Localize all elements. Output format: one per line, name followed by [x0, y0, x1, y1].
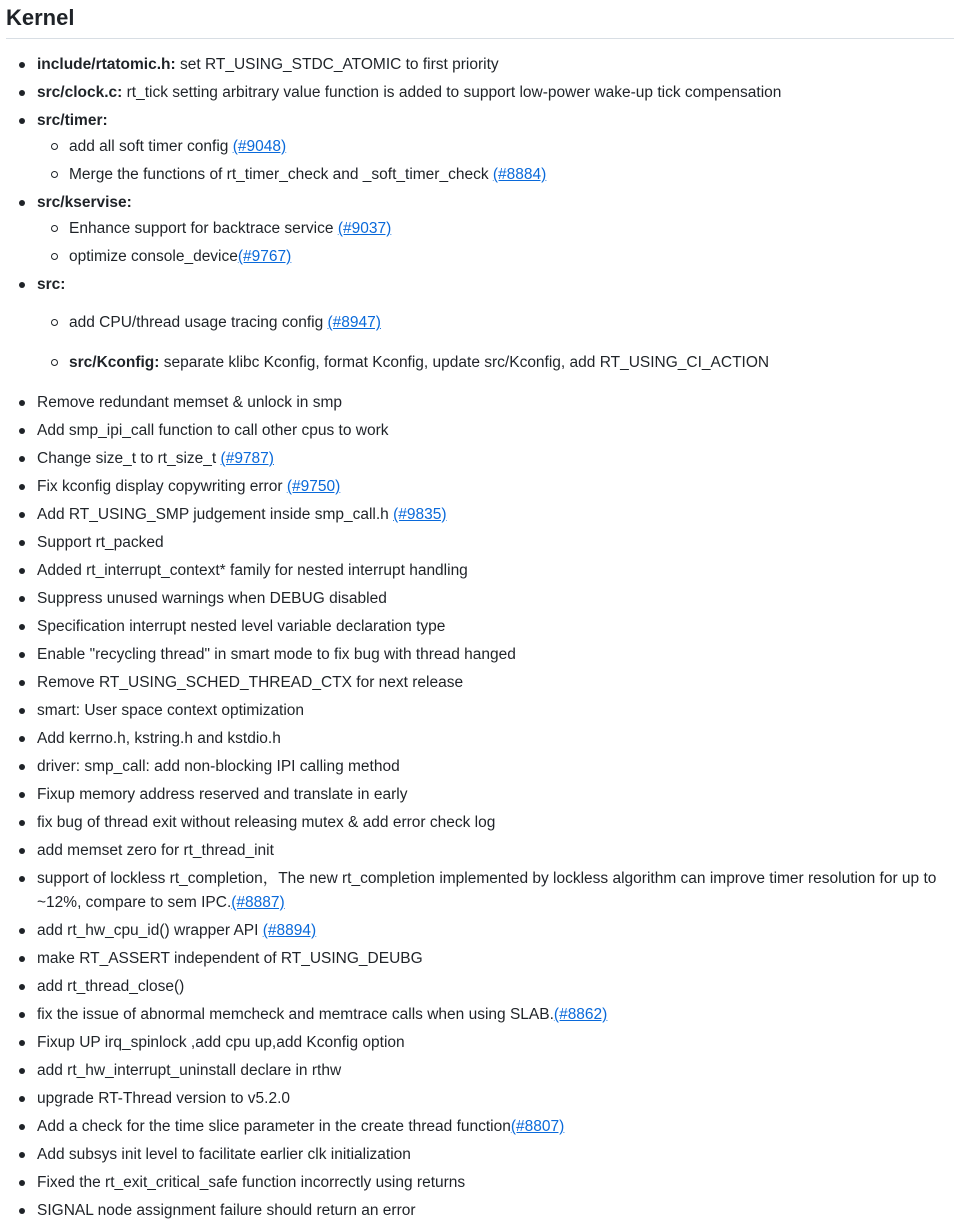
list-item-rtatomic: [6, 53, 954, 77]
sub-item-text: separate klibc Kconfig, format Kconfig, update src/Kconfig, add RT_USING_CI_ACTION: [159, 354, 770, 371]
list-item: [6, 419, 954, 443]
bullet-disc: [19, 1180, 25, 1186]
item-text: rt_tick setting arbitrary value function is added to support low-power wake-up tick compensation: [122, 84, 782, 101]
pr-link-8894[interactable]: (#8894): [262, 922, 317, 939]
item-text: add rt_thread_close(): [37, 978, 185, 995]
list-item: [6, 839, 954, 863]
bullet-disc: [19, 484, 25, 490]
item-text: Suppress unused warnings when DEBUG disabled: [37, 590, 387, 607]
list-item: [6, 1059, 954, 1083]
list-item: [6, 559, 954, 583]
bullet-disc: [19, 568, 25, 574]
bullet-disc: [19, 956, 25, 962]
bullet-disc: [19, 764, 25, 770]
list-item: [6, 615, 954, 639]
bullet-disc: [19, 1124, 25, 1130]
list-item: [6, 727, 954, 751]
bullet-circle: [51, 171, 58, 178]
list-item-kservise: [6, 191, 954, 269]
bullet-disc: [19, 848, 25, 854]
list-item: [6, 475, 954, 499]
list-item: [6, 699, 954, 723]
bullet-disc: [19, 876, 25, 882]
sub-list-item: [37, 217, 954, 241]
pr-link-8807[interactable]: (#8807): [510, 1118, 565, 1135]
pr-link-9787[interactable]: (#9787): [220, 450, 274, 467]
item-prefix: include/rtatomic.h:: [37, 56, 176, 73]
bullet-circle: [51, 225, 58, 232]
bullet-circle: [51, 253, 58, 260]
sub-list-item: [37, 245, 954, 269]
list-item: [6, 1031, 954, 1055]
item-text: Add a check for the time slice parameter in the create thread function: [37, 1118, 511, 1135]
bullet-disc: [19, 736, 25, 742]
sub-list-item: [37, 135, 954, 159]
pr-link-8862[interactable]: (#8862): [553, 1006, 608, 1023]
list-item: [6, 1171, 954, 1195]
pr-link-9767[interactable]: (#9767): [237, 248, 292, 265]
sub-list: [37, 311, 954, 375]
item-text: Add RT_USING_SMP judgement inside smp_call.h: [37, 506, 394, 523]
pr-link-9037[interactable]: (#9037): [337, 220, 392, 237]
item-text: Add smp_ipi_call function to call other cpus to work: [37, 422, 389, 439]
item-text: Remove redundant memset & unlock in smp: [37, 394, 342, 411]
list-item: [6, 755, 954, 779]
list-item: [6, 391, 954, 415]
bullet-disc: [19, 540, 25, 546]
sub-item-prefix: src/Kconfig:: [69, 354, 160, 371]
pr-link-8884[interactable]: (#8884): [492, 166, 547, 183]
bullet-disc: [19, 708, 25, 714]
item-text: Support rt_packed: [37, 534, 164, 551]
bullet-disc: [19, 652, 25, 658]
list-item: [6, 531, 954, 555]
sub-item-text: add all soft timer config: [69, 138, 233, 155]
item-text: Fix kconfig display copywriting error: [37, 478, 287, 495]
list-item-src: [6, 273, 954, 375]
list-item: [6, 1003, 954, 1027]
sub-item-text: Enhance support for backtrace service: [69, 220, 338, 237]
list-item: [6, 587, 954, 611]
sub-item-text: optimize console_device: [69, 248, 238, 265]
item-text: Add kerrno.h, kstring.h and kstdio.h: [37, 730, 281, 747]
item-text: add memset zero for rt_thread_init: [37, 842, 274, 859]
list-item: [6, 1115, 954, 1139]
item-text: Remove RT_USING_SCHED_THREAD_CTX for next release: [37, 674, 464, 691]
sub-list-item: [37, 311, 954, 335]
item-text: Add subsys init level to facilitate earlier clk initialization: [37, 1146, 411, 1163]
item-text: SIGNAL node assignment failure should return an error: [37, 1202, 416, 1219]
item-text: upgrade RT-Thread version to v5.2.0: [37, 1090, 291, 1107]
bullet-disc: [19, 400, 25, 406]
bullet-circle: [51, 319, 58, 326]
item-text: driver: smp_call: add non-blocking IPI calling method: [37, 758, 400, 775]
list-item: [6, 1143, 954, 1167]
list-item: [6, 867, 954, 915]
item-text: fix the issue of abnormal memcheck and memtrace calls when using SLAB.: [37, 1006, 554, 1023]
item-text: set RT_USING_STDC_ATOMIC to first priority: [175, 56, 499, 73]
bullet-disc: [19, 624, 25, 630]
sub-item-text: add CPU/thread usage tracing config: [69, 314, 328, 331]
bullet-disc: [19, 282, 25, 288]
pr-link-8947[interactable]: (#8947): [327, 314, 381, 331]
list-item: [6, 975, 954, 999]
item-prefix: src/timer:: [37, 112, 108, 129]
bullet-disc: [19, 596, 25, 602]
kernel-change-list: [6, 53, 954, 1223]
pr-link-9835[interactable]: (#9835): [393, 506, 447, 523]
bullet-disc: [19, 90, 25, 96]
bullet-disc: [19, 984, 25, 990]
pr-link-9048[interactable]: (#9048): [232, 138, 287, 155]
sub-list-item: [37, 351, 954, 375]
item-text: smart: User space context optimization: [37, 702, 305, 719]
bullet-disc: [19, 200, 25, 206]
bullet-disc: [19, 1208, 25, 1214]
sub-list: [37, 135, 954, 187]
list-item: [6, 919, 954, 943]
list-item: [6, 671, 954, 695]
list-item: [6, 783, 954, 807]
item-prefix: src:: [37, 276, 66, 293]
list-item-clock: [6, 81, 954, 105]
bullet-circle: [51, 143, 58, 150]
list-item: [6, 947, 954, 971]
item-text: fix bug of thread exit without releasing mutex & add error check log: [37, 814, 496, 831]
bullet-disc: [19, 512, 25, 518]
sub-list: [37, 217, 954, 269]
item-text: Fixup memory address reserved and translate in early: [37, 786, 408, 803]
bullet-disc: [19, 680, 25, 686]
section-title: Kernel: [6, 0, 954, 39]
item-text: Fixed the rt_exit_critical_safe function incorrectly using returns: [37, 1174, 466, 1191]
bullet-disc: [19, 62, 25, 68]
bullet-disc: [19, 1096, 25, 1102]
bullet-disc: [19, 820, 25, 826]
list-item: [6, 643, 954, 667]
item-text: Specification interrupt nested level variable declaration type: [37, 618, 446, 635]
list-item: [6, 1199, 954, 1223]
pr-link-9750[interactable]: (#9750): [286, 478, 341, 495]
bullet-disc: [19, 928, 25, 934]
sub-item-text: Merge the functions of rt_timer_check and _soft_timer_check: [69, 166, 493, 183]
item-text: make RT_ASSERT independent of RT_USING_DEUBG: [37, 950, 423, 967]
item-prefix: src/kservise:: [37, 194, 132, 211]
item-prefix: src/clock.c:: [37, 84, 123, 101]
list-item: [6, 1087, 954, 1111]
bullet-disc: [19, 428, 25, 434]
item-text: Added rt_interrupt_context* family for nested interrupt handling: [37, 562, 468, 579]
bullet-disc: [19, 1012, 25, 1018]
item-text: Enable "recycling thread" in smart mode to fix bug with thread hanged: [37, 646, 516, 663]
item-text: Change size_t to rt_size_t: [37, 450, 221, 467]
sub-list-item: [37, 163, 954, 187]
bullet-disc: [19, 456, 25, 462]
item-text: add rt_hw_cpu_id() wrapper API: [37, 922, 263, 939]
item-text: Fixup UP irq_spinlock ,add cpu up,add Kconfig option: [37, 1034, 405, 1051]
bullet-circle: [51, 359, 58, 366]
bullet-disc: [19, 1152, 25, 1158]
bullet-disc: [19, 118, 25, 124]
list-item: [6, 503, 954, 527]
list-item-timer: [6, 109, 954, 187]
item-text: add rt_hw_interrupt_uninstall declare in rthw: [37, 1062, 342, 1079]
bullet-disc: [19, 1040, 25, 1046]
bullet-disc: [19, 1068, 25, 1074]
item-text: support of lockless rt_completion，The new rt_completion implemented by lockless algorithm can improve timer resolution for up to ~12%, compare to sem IPC.: [37, 870, 937, 911]
pr-link-8887[interactable]: (#8887): [231, 894, 285, 911]
list-item: [6, 811, 954, 835]
list-item: [6, 447, 954, 471]
bullet-disc: [19, 792, 25, 798]
